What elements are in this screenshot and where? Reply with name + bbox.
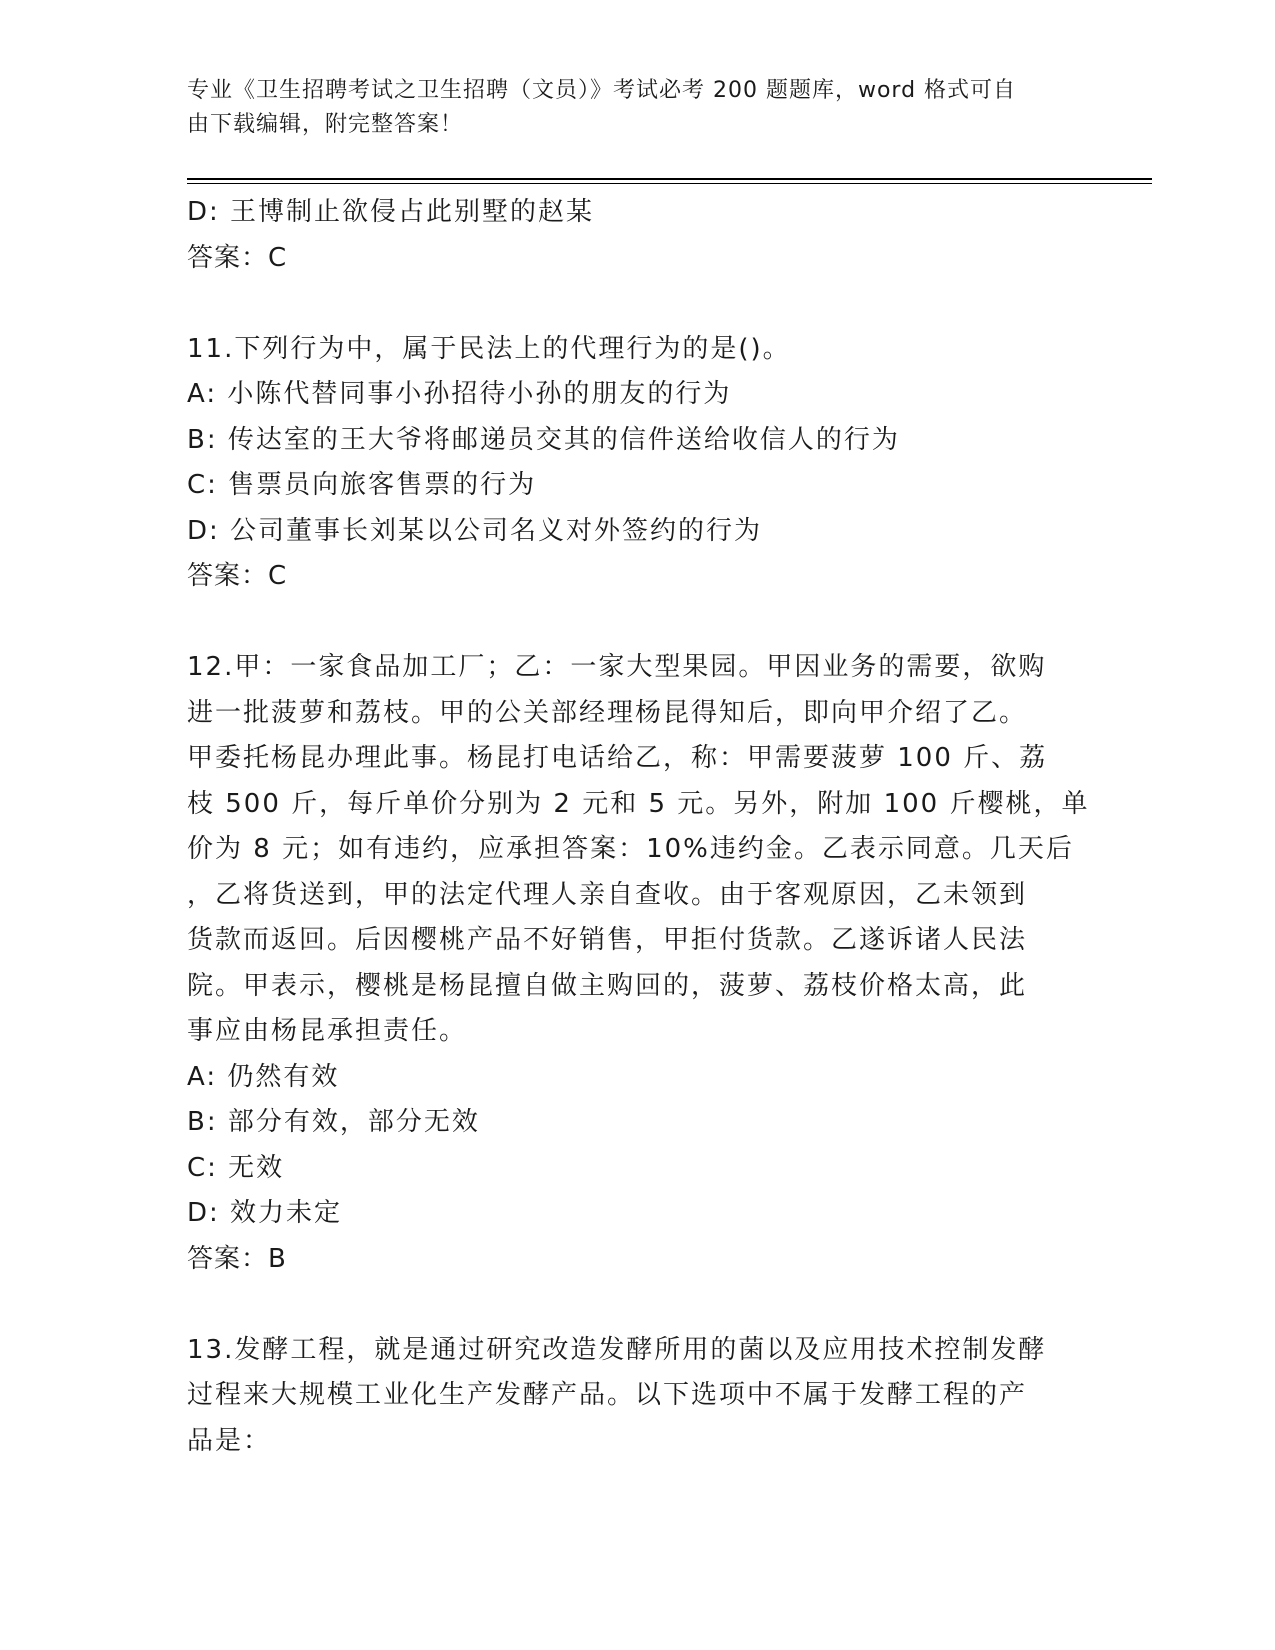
- q13-question-line: 品是：: [187, 1425, 272, 1456]
- q12-question-line: 12.甲：一家食品加工厂；乙：一家大型果园。甲因业务的需要，欲购: [187, 652, 1047, 682]
- question-content: [187, 190, 1090, 1464]
- q13-question-line: 过程来大规模工业化生产发酵产品。以下选项中不属于发酵工程的产: [187, 1380, 1028, 1410]
- q12-option-b: B: 部分有效，部分无效: [187, 1107, 480, 1137]
- q12-question-line: ，乙将货送到，甲的法定代理人亲自查收。由于客观原因，乙未领到: [187, 879, 1028, 910]
- q11-option-c: C: 售票员向旅客售票的行为: [187, 470, 537, 500]
- q11-question: 11.下列行为中，属于民法上的代理行为的是()。: [187, 333, 791, 364]
- page-header: [187, 74, 1067, 142]
- q12-question-line: 进一批菠萝和荔枝。甲的公关部经理杨昆得知后，即向甲介绍了乙。: [187, 697, 1028, 728]
- q12-option-d: D: 效力未定: [187, 1198, 343, 1228]
- q11-option-a: A: 小陈代替同事小孙招待小孙的朋友的行为: [187, 379, 732, 409]
- q11-answer: 答案：C: [187, 561, 288, 591]
- q12-question-line: 事应由杨昆承担责任。: [187, 1016, 468, 1046]
- header-line-2: 由下载编辑，附完整答案！: [187, 112, 464, 137]
- header-rule-thin: [187, 183, 1152, 184]
- q13-question-line: 13.发酵工程，就是通过研究改造发酵所用的菌以及应用技术控制发酵: [187, 1334, 1047, 1365]
- spacer: [187, 1282, 1087, 1328]
- q12-question-line: 甲委托杨昆办理此事。杨昆打电话给乙，称：甲需要菠萝 100 斤、荔: [187, 743, 1048, 773]
- prev-option-d: D: 王博制止欲侵占此别墅的赵某: [187, 197, 595, 227]
- q12-question-line: 价为 8 元；如有违约，应承担答案：10%违约金。乙表示同意。几天后: [187, 834, 1074, 864]
- prev-answer: 答案：C: [187, 242, 288, 273]
- q12-option-a: A: 仍然有效: [187, 1061, 340, 1092]
- header-line-1: 专业《卫生招聘考试之卫生招聘（文员）》考试必考 200 题题库，word 格式可自: [187, 78, 1017, 103]
- q12-option-c: C: 无效: [187, 1152, 285, 1183]
- spacer: [187, 600, 1087, 646]
- spacer: [187, 281, 1087, 327]
- header-rule-thick: [187, 178, 1152, 180]
- q12-answer: 答案：B: [187, 1243, 287, 1274]
- q11-option-d: D: 公司董事长刘某以公司名义对外签约的行为: [187, 515, 763, 546]
- q12-question-line: 货款而返回。后因樱桃产品不好销售，甲拒付货款。乙遂诉诸人民法: [187, 925, 1028, 955]
- q11-option-b: B: 传达室的王大爷将邮递员交其的信件送给收信人的行为: [187, 424, 900, 455]
- q12-question-line: 枝 500 斤，每斤单价分别为 2 元和 5 元。另外，附加 100 斤樱桃，单: [187, 788, 1090, 819]
- q12-question-line: 院。甲表示，樱桃是杨昆擅自做主购回的，菠萝、荔枝价格太高，此: [187, 970, 1028, 1001]
